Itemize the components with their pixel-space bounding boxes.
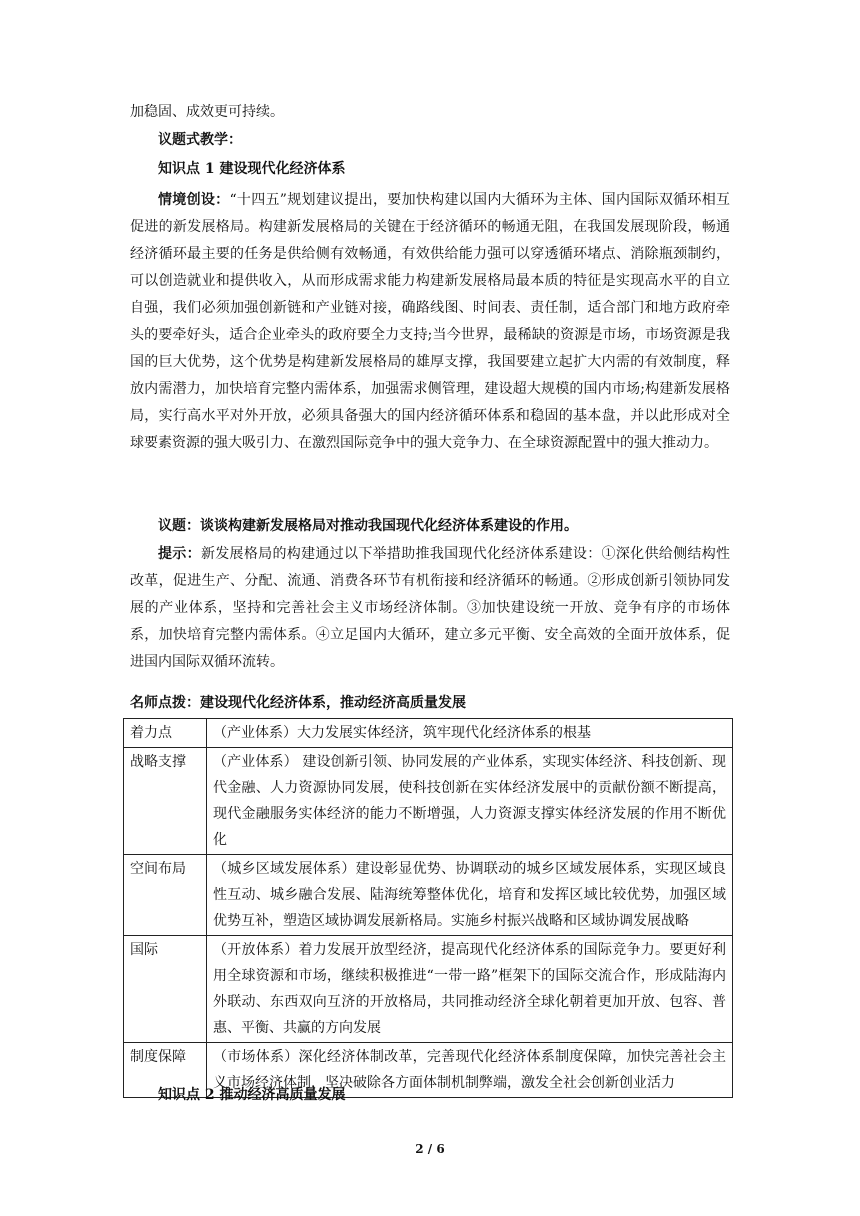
- intro-tail-text: 加稳固、成效更可持续。: [130, 104, 284, 120]
- table-row: [124, 748, 733, 855]
- scenario-text: “十四五”规划建议提出，要加快构建以国内大循环为主体、国内国际双循环相互促进的新发展格局。构建新发展格局的关键在于经济循环的畅通无阻，在我国发展现阶段，畅通经济循环最主要的任务是供给侧有效畅通，有效供给能力强可以穿透循环堵点、消除瓶颈制约，可以创造就业和提供收入，从而形成需求能力构建新发展格局最本质的特征是实现高水平的自立自强，我们必须加强创新链和产业链对接，确路线图、时间表、责任制，适合部门和地方政府牵头的要牵好头，适合企业牵头的政府要全力支持;当今世界，最稀缺的资源是市场，市场资源是我国的巨大优势，这个优势是构建新发展格局的雄厚支撑，我国要建立起扩大内需的有效制度，释放内需潜力，加快培育完整内需体系，加强需求侧管理，建设超大规模的国内市场;构建新发展格局，实行高水平对外开放，必须具备强大的国内经济循环体系和稳固的基本盘，并以此形成对全球要素资源的强大吸引力、在激烈国际竞争中的强大竞争力、在全球资源配置中的强大推动力。: [130, 192, 731, 451]
- page-number: 2 / 6: [415, 1142, 445, 1156]
- hint-text: 新发展格局的构建通过以下举措助推我国现代化经济体系建设：①深化供给侧结构性改革，促进生产、分配、流通、消费各环节有机衔接和经济循环的畅通。②形成创新引领协同发展的产业体系，坚持和完善社会主义市场经济体制。③加快建设统一开放、竞争有序的市场体系，加快培育完整内需体系。④立足国内大循环，建立多元平衡、安全高效的全面开放体系，促进国内国际双循环流转。: [130, 546, 731, 670]
- table-row: [124, 855, 733, 936]
- table-row-key: 制度保障: [124, 1043, 207, 1098]
- table-row-key: 战略支撑: [124, 748, 207, 855]
- table-row-value: （市场体系）深化经济体制改革，完善现代化经济体系制度保障，加快完善社会主义市场经济体制，坚决破除各方面体制机制弊端，激发全社会创新创业活力: [207, 1043, 733, 1098]
- knowledge-point-2-heading: 知识点 2 推动经济高质量发展: [158, 1087, 346, 1103]
- summary-table: [123, 718, 733, 1098]
- table-row: [124, 936, 733, 1043]
- scenario-label: 情境创设：: [158, 192, 230, 208]
- table-row-value: （城乡区域发展体系）建设彰显优势、协调联动的城乡区域发展体系，实现区域良性互动、城乡融合发展、陆海统筹整体优化，培育和发挥区域比较优势，加强区域优势互补，塑造区域协调发展新格局。实施乡村振兴战略和区域协调发展战略: [207, 855, 733, 936]
- table-row: [124, 719, 733, 748]
- table-row-key: 国际: [124, 936, 207, 1043]
- table-row-key: 空间布局: [124, 855, 207, 936]
- table-row-value: （产业体系）大力发展实体经济，筑牢现代化经济体系的根基: [207, 719, 733, 748]
- hint-label: 提示：: [158, 546, 201, 562]
- issue-teaching-heading: 议题式教学：: [158, 132, 242, 148]
- scenario-paragraph: [130, 187, 730, 457]
- teacher-tip-heading: 名师点拨：建设现代化经济体系，推动经济高质量发展: [130, 695, 466, 711]
- table-row-key: 着力点: [124, 719, 207, 748]
- knowledge-point-1-heading: 知识点 1 建设现代化经济体系: [158, 161, 346, 177]
- table-row-value: （产业体系） 建设创新引领、协同发展的产业体系，实现实体经济、科技创新、现代金融、人力资源协同发展，使科技创新在实体经济发展中的贡献份额不断提高，现代金融服务实体经济的能力不断增强，人力资源支撑实体经济发展的作用不断优化: [207, 748, 733, 855]
- issue-question: 议题：谈谈构建新发展格局对推动我国现代化经济体系建设的作用。: [158, 518, 578, 534]
- table-row-value: （开放体系）着力发展开放型经济，提高现代化经济体系的国际竞争力。要更好利用全球资源和市场，继续积极推进“一带一路”框架下的国际交流合作，形成陆海内外联动、东西双向互济的开放格局，共同推动经济全球化朝着更加开放、包容、普惠、平衡、共赢的方向发展: [207, 936, 733, 1043]
- hint-paragraph: [130, 541, 730, 676]
